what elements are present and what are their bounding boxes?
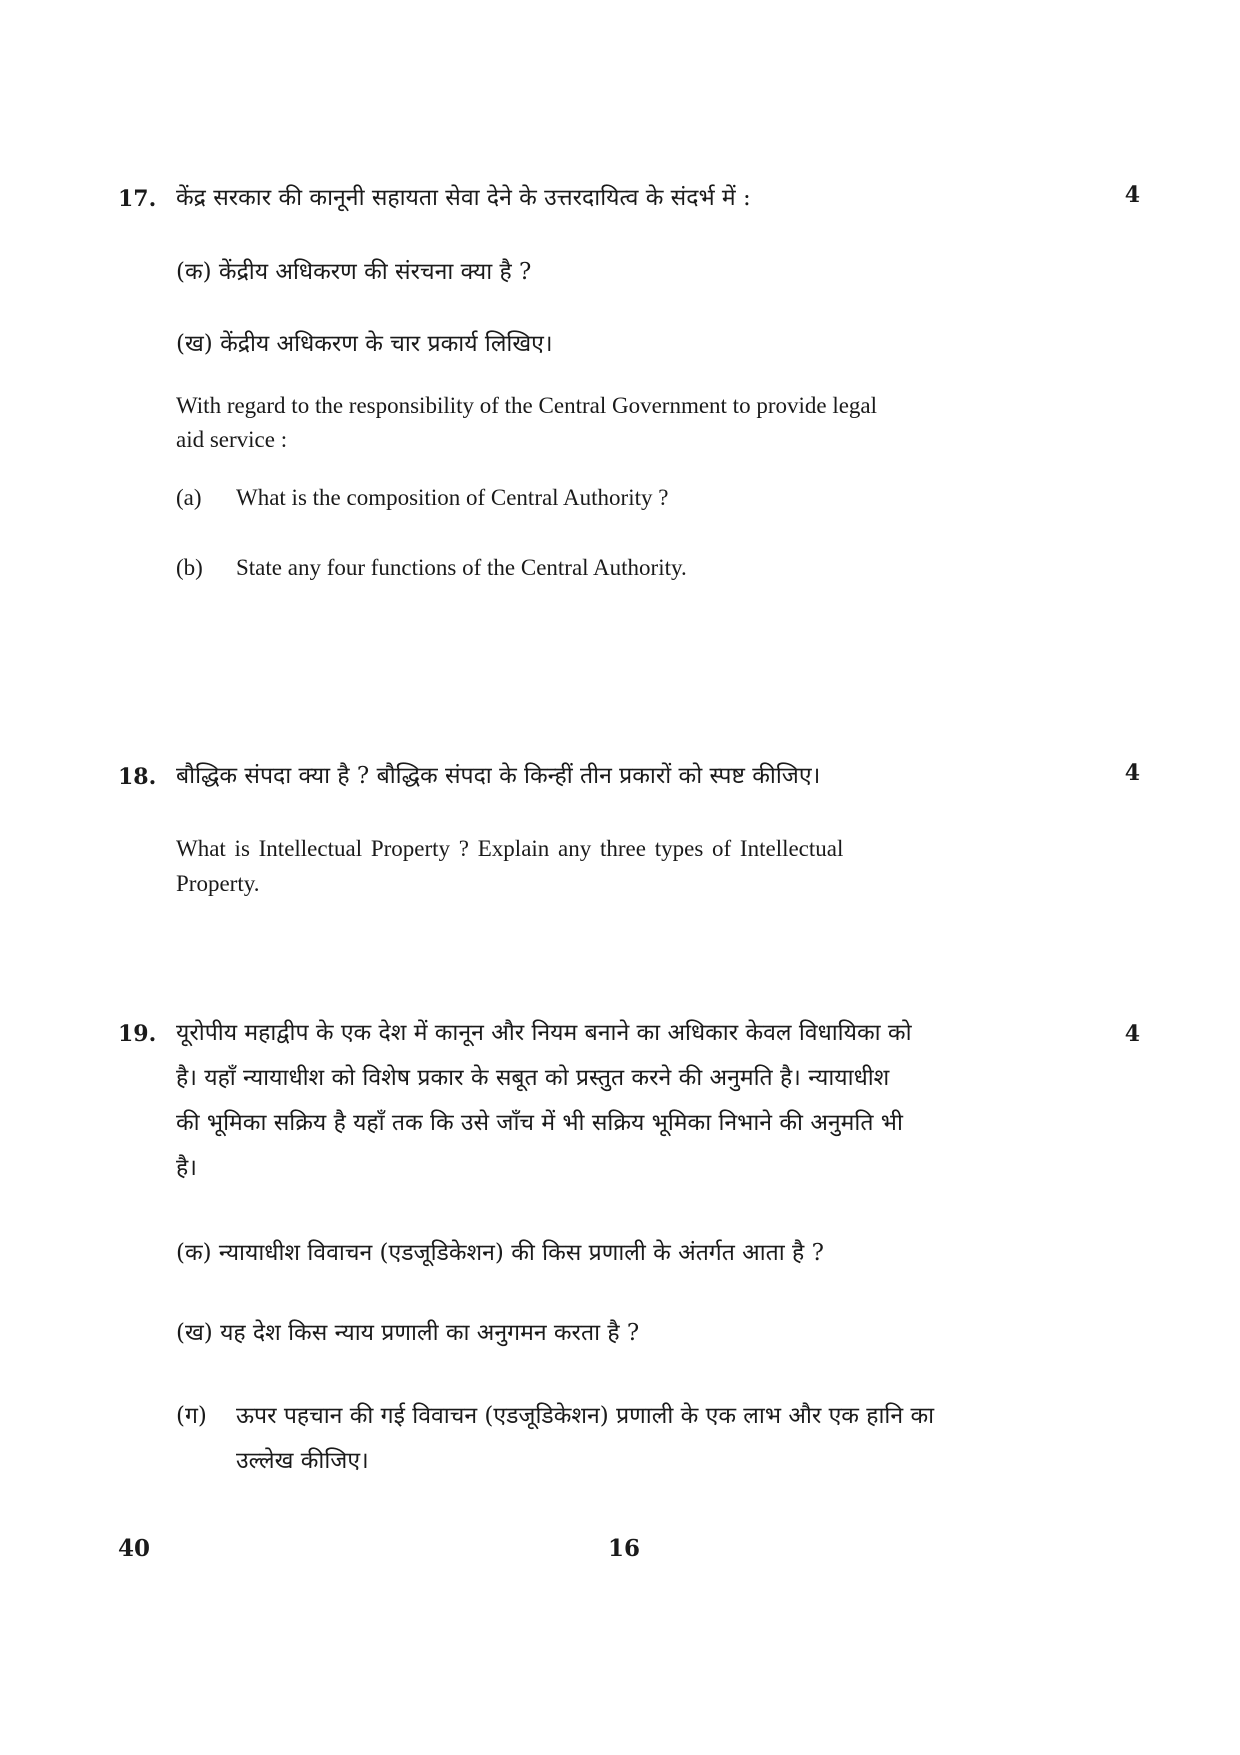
sub-question-english: What is the composition of Central Authority ? (236, 485, 669, 510)
marks: 4 (1124, 1021, 1140, 1047)
marks: 4 (1124, 760, 1140, 786)
question-stem-hindi: की भूमिका सक्रिय है यहाँ तक कि उसे जाँच में भी सक्रिय भूमिका निभाने की अनुमति भी (176, 1110, 903, 1136)
sub-question-hindi: उल्लेख कीजिए। (236, 1448, 369, 1474)
question-stem-english: Property. (176, 871, 260, 896)
sub-question-english: State any four functions of the Central Authority. (236, 555, 687, 580)
question-stem-hindi: केंद्र सरकार की कानूनी सहायता सेवा देने के उत्तरदायित्व के संदर्भ में : (176, 185, 751, 211)
question-stem-hindi: यूरोपीय महाद्वीप के एक देश में कानून और नियम बनाने का अधिकार केवल विधायिका को (176, 1020, 912, 1046)
question-17 (118, 180, 1140, 600)
sub-question-label: (b) (176, 555, 203, 580)
sub-question-hindi: (ख) यह देश किस न्याय प्रणाली का अनुगमन करता है ? (176, 1320, 640, 1346)
sub-question-hindi: (क) केंद्रीय अधिकरण की संरचना क्या है ? (176, 259, 532, 285)
question-stem-hindi: है। (176, 1155, 197, 1181)
question-number: 18. (118, 764, 157, 790)
question-stem-hindi: है। यहाँ न्यायाधीश को विशेष प्रकार के सबूत को प्रस्तुत करने की अनुमति है। न्यायाधीश (176, 1065, 890, 1091)
question-number: 19. (118, 1021, 157, 1047)
question-stem-english: aid service : (176, 427, 288, 452)
marks: 4 (1124, 182, 1140, 208)
question-stem-hindi: बौद्धिक संपदा क्या है ? बौद्धिक संपदा के किन्हीं तीन प्रकारों को स्पष्ट कीजिए। (176, 763, 821, 789)
sub-question-label: (a) (176, 485, 202, 510)
sub-question-hindi: (क) न्यायाधीश विवाचन (एडजूडिकेशन) की किस प्रणाली के अंतर्गत आता है ? (176, 1240, 824, 1266)
page-number: 16 (608, 1535, 641, 1562)
paper-code: 40 (118, 1535, 151, 1562)
question-stem-english: What is Intellectual Property ? Explain any three types of Intellectual (176, 836, 844, 861)
sub-question-label: (ग) (176, 1403, 207, 1429)
sub-question-hindi: ऊपर पहचान की गई विवाचन (एडजूडिकेशन) प्रणाली के एक लाभ और एक हानि का (236, 1403, 935, 1429)
question-number: 17. (118, 186, 157, 212)
question-18 (118, 758, 1140, 908)
sub-question-hindi: (ख) केंद्रीय अधिकरण के चार प्रकार्य लिखिए। (176, 331, 553, 357)
question-stem-english: With regard to the responsibility of the Central Government to provide legal (176, 393, 878, 418)
question-19 (118, 1015, 1140, 1475)
